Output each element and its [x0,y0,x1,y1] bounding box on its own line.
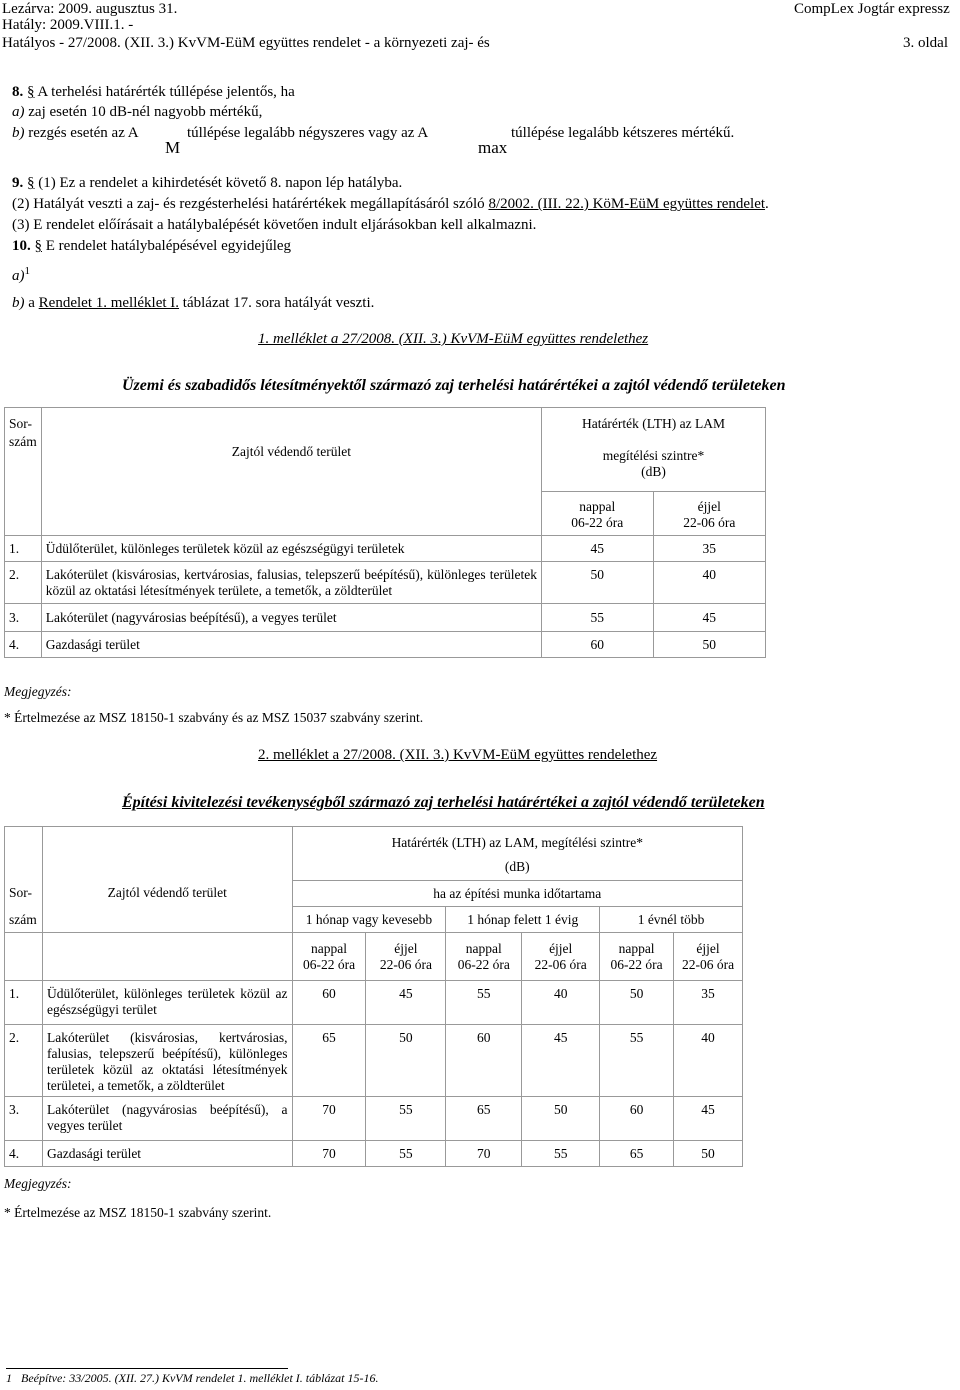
header-date-closed: Lezárva: 2009. augusztus 31. [2,1,178,17]
row-value: 55 [600,1025,674,1097]
table-row [5,1141,743,1167]
header-day: nappal 06-22 óra [541,492,653,536]
row-number: 1. [5,536,42,562]
row-area: Lakóterület (nagyvárosias beépítésű), a vegyes terület [42,1097,292,1141]
point-text: rezgés esetén az A [24,125,139,141]
annex-1-note-text: * Értelmezése az MSZ 18150-1 szabvány és az MSZ 15037 szabvány szerint. [4,710,424,725]
row-area: Lakóterület (kisvárosias, kertvárosias, falusias, telepszerű beépítésű), különleges területek közül az oktatási létesítmények területe, a temetők, a zöldterület [41,562,541,604]
section-8-point-a [12,103,262,122]
row-night-value: 50 [653,632,765,658]
row-number: 4. [5,632,42,658]
annex-1-note-label: Megjegyzés: [4,684,72,699]
row-night-value: 45 [653,604,765,632]
annex-2-heading: 2. melléklet a 27/2008. (XII. 3.) KvVM-EüM együttes rendelethez [258,747,658,763]
section-sign-link[interactable]: § [27,175,35,191]
subscript-max: max [478,138,508,157]
header-period-3: 1 évnél több [600,907,743,933]
section-number: 10. [12,238,31,254]
header-day: nappal 06-22 óra [446,933,522,981]
section-9-paragraph-1 [12,174,402,193]
section-10-heading [12,237,291,256]
header-day: nappal 06-22 óra [600,933,674,981]
annex-2-table [4,826,743,1167]
annex-1-table [4,407,766,658]
row-value: 40 [674,1025,743,1097]
point-label: a) [12,104,25,120]
row-day-value: 60 [541,632,653,658]
row-day-value: 50 [541,562,653,604]
header-night: éjjel 22-06 óra [522,933,600,981]
row-number: 3. [5,1097,43,1141]
table-row [5,536,766,562]
row-night-value: 40 [653,562,765,604]
footnote [6,1371,378,1386]
row-value: 65 [446,1097,522,1141]
annex-2-title: Építési kivitelezési tevékenységből származó zaj terhelési határértékei a zajtól védendő területeken [122,794,765,811]
section-10-point-b: b) a Rendelet 1. melléklet I. táblázat 17. sora hatályát veszti. [12,295,375,311]
row-value: 40 [522,981,600,1025]
subscript-m: M [165,138,181,157]
header-document-title: Hatályos - 27/2008. (XII. 3.) KvVM-EüM együttes rendelet - a környezeti zaj- és [2,35,490,51]
footnote-text: Beépítve: 33/2005. (XII. 27.) KvVM rendelet 1. melléklet I. táblázat 15-16. [21,1371,379,1385]
row-number: 3. [5,604,42,632]
row-area: Gazdasági terület [42,1141,292,1167]
row-value: 55 [522,1141,600,1167]
table-row [5,562,766,604]
header-row-number: Sor- szám [5,827,43,933]
row-value: 60 [446,1025,522,1097]
footnote-divider [6,1368,288,1369]
annex-2-note-text: * Értelmezése az MSZ 18150-1 szabvány szerint. [4,1205,272,1220]
annex-1-heading: 1. melléklet a 27/2008. (XII. 3.) KvVM-EüM együttes rendelethez [258,331,649,347]
header-period-1: 1 hónap vagy kevesebb [292,907,446,933]
section-text: A terhelési határérték túllépése jelentős, ha [34,84,295,100]
table-row [5,1097,743,1141]
section-text: (1) Ez a rendelet a kihirdetését követő 8. napon lép hatályba. [34,175,403,191]
repealed-decree-link[interactable]: 8/2002. (III. 22.) KöM-EüM együttes rendelet [488,196,766,212]
header-limit-value: Határérték (LTH) az LAM megítélési szintre* (dB) [541,408,765,492]
row-number: 1. [5,981,43,1025]
row-area: Lakóterület (kisvárosias, kertvárosias, falusias, telepszerű beépítésű), különleges területek közül az oktatási létesítmények területei, a temetők, a zöldterület [42,1025,292,1097]
row-value: 65 [292,1025,366,1097]
point-label: a) [12,268,25,284]
row-number: 2. [5,1025,43,1097]
header-protected-area: Zajtól védendő terület [42,827,292,933]
section-8-heading [12,83,295,102]
header-page-number: 3. oldal [903,35,948,51]
row-value: 50 [366,1025,446,1097]
row-value: 45 [674,1097,743,1141]
row-value: 45 [522,1025,600,1097]
section-8-point-b-part3: túllépése legalább kétszeres mértékű. [511,125,735,141]
paragraph-text: (2) Hatályát veszti a zaj- és rezgésterhelési határértékek megállapításáról szóló [12,196,489,212]
section-8-point-b-part2: túllépése legalább négyszeres vagy az A [187,125,429,141]
row-area: Üdülőterület, különleges területek közül az egészségügyi terület [42,981,292,1025]
row-value: 70 [292,1141,366,1167]
header-validity: Hatály: 2009.VIII.1. - [2,17,134,33]
section-number: 8. [12,84,24,100]
section-8-point-b [12,124,139,143]
table-row [5,604,766,632]
row-area: Üdülőterület, különleges területek közül az egészségügyi területek [41,536,541,562]
row-value: 55 [366,1097,446,1141]
footnote-reference[interactable]: 1 [24,265,30,277]
section-sign-link[interactable]: § [27,84,35,100]
table-row [5,1025,743,1097]
section-9-paragraph-2: (2) Hatályát veszti a zaj- és rezgésterhelési határértékek megállapításáról szóló 8/2002. (III. 22.) KöM-EüM együttes rendelet. [12,196,769,212]
point-label: b) [12,295,25,311]
row-day-value: 55 [541,604,653,632]
header-night: éjjel 22-06 óra [653,492,765,536]
row-value: 60 [292,981,366,1025]
row-value: 60 [600,1097,674,1141]
row-day-value: 45 [541,536,653,562]
row-number: 2. [5,562,42,604]
row-night-value: 35 [653,536,765,562]
row-area: Gazdasági terület [41,632,541,658]
row-value: 70 [292,1097,366,1141]
point-label: b) [12,125,25,141]
section-9-paragraph-3: (3) E rendelet előírásait a hatálybalépését követően indult eljárásokban kell alkalmazni. [12,217,537,233]
row-value: 65 [600,1141,674,1167]
header-limit-value: Határérték (LTH) az LAM, megítélési szintre* (dB) [292,827,742,881]
row-value: 50 [674,1141,743,1167]
rendelet-annex-link[interactable]: Rendelet 1. melléklet I. [38,295,180,311]
table-row [5,981,743,1025]
section-10-point-a [12,262,30,286]
footnote-number: 1 [6,1371,12,1385]
header-day: nappal 06-22 óra [292,933,366,981]
row-value: 35 [674,981,743,1025]
row-value: 55 [446,981,522,1025]
header-night: éjjel 22-06 óra [366,933,446,981]
annex-1-title: Üzemi és szabadidős létesítményektől származó zaj terhelési határértékei a zajtól védendő területeken [122,377,786,394]
point-text: zaj esetén 10 dB-nél nagyobb mértékű, [24,104,263,120]
header-period-2: 1 hónap felett 1 évig [446,907,600,933]
header-brand: CompLex Jogtár expressz [794,1,950,17]
row-value: 55 [366,1141,446,1167]
section-text: E rendelet hatálybalépésével egyidejűleg [42,238,292,254]
header-night: éjjel 22-06 óra [674,933,743,981]
row-value: 50 [522,1097,600,1141]
row-area: Lakóterület (nagyvárosias beépítésű), a vegyes terület [41,604,541,632]
annex-2-note-label: Megjegyzés: [4,1176,72,1191]
section-sign-link[interactable]: § [34,238,42,254]
section-number: 9. [12,175,24,191]
header-duration: ha az építési munka időtartama [292,881,742,907]
header-protected-area: Zajtól védendő terület [41,408,541,536]
row-number: 4. [5,1141,43,1167]
row-value: 45 [366,981,446,1025]
row-value: 50 [600,981,674,1025]
row-value: 70 [446,1141,522,1167]
header-row-number: Sor- szám [5,408,42,536]
table-row [5,632,766,658]
